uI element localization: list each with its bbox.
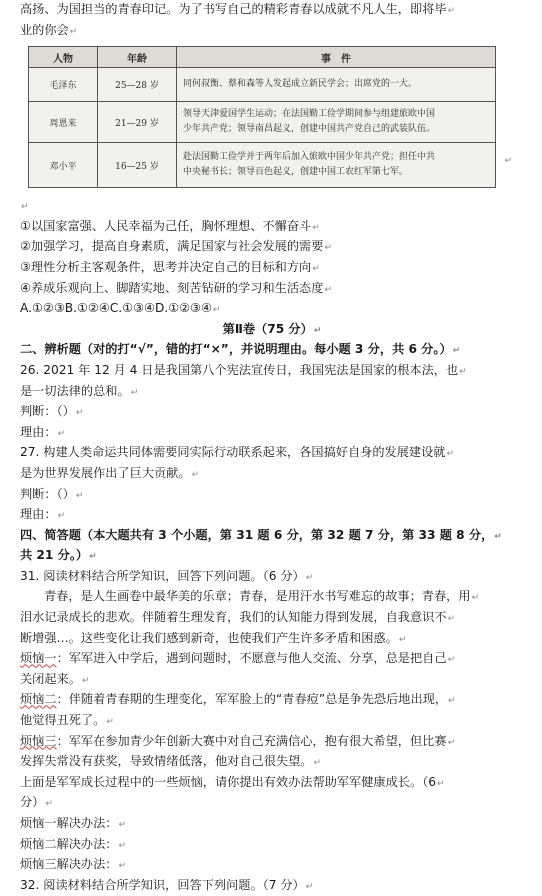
historical-figures-table-photo <box>20 46 524 188</box>
table-cell-events: 领导天津爱国学生运动；在法国勤工俭学期间参与组建旅欧中国 少年共产党；领导南昌起义，创建中国共产党自己的武装队伍。 <box>177 102 496 143</box>
option-4: ④养成乐观向上、脚踏实地、刻苦钻研的学习和生活态度↵ <box>20 280 332 295</box>
table-cell-name: 周恩来 <box>29 102 98 143</box>
table-header-events: 事 件 <box>177 47 496 68</box>
worry-1-line-2: 关闭起来。↵ <box>20 671 90 686</box>
section2-heading: 二、辨析题（对的打“√”，错的打“×”，并说明理由。每小题 3 分，共 6 分。）↵ <box>20 342 461 357</box>
q31-para-line-2: 泪水记录成长的悲欢。伴随着生理发育，我们的认知能力得到发展，自我意识不↵ <box>20 610 456 625</box>
table-cell-age: 21—29 岁 <box>98 102 177 143</box>
q26-reason: 理由：↵ <box>20 424 66 439</box>
q32-title: 32. 阅读材料结合所学知识，回答下列问题。（7 分）↵ <box>20 877 314 892</box>
q31-title: 31. 阅读材料结合所学知识，回答下列问题。（6 分）↵ <box>20 568 314 583</box>
q31-para-line-1: 青春，是人生画卷中最华美的乐章；青春，是用汗水书写难忘的故事；青春，用↵ <box>44 589 480 604</box>
q27-judge: 判断：（）↵ <box>20 486 84 501</box>
q26-judge: 判断：（）↵ <box>20 404 84 419</box>
option-1: ①以国家富强、人民幸福为己任，胸怀理想、不懈奋斗↵ <box>20 218 320 233</box>
intro-line-1: 高扬、为国担当的青春印记。为了书写自己的精彩青春以成就不凡人生，即将毕↵ <box>20 2 456 16</box>
table-cell-age: 16—25 岁 <box>98 143 177 188</box>
q27-line-1: 27. 构建人类命运共同体需要同实际行动联系起来，各国搞好自身的发展建设就↵ <box>20 445 454 460</box>
worry-1-line-1: 烦恼一：军军进入中学后，遇到问题时，不愿意与他人交流、分享，总是把自己↵ <box>20 651 456 666</box>
q27-line-2: 是为世界发展作出了巨大贡献。↵ <box>20 465 200 480</box>
section4-heading-line-2: 共 21 分。）↵ <box>20 548 97 563</box>
table-cell-name: 毛泽东 <box>29 68 98 102</box>
table-cell-events: 赴法国勤工俭学并于两年后加入旅欧中国少年共产党；担任中共 中央秘书长；领导百色起义，创建中国工农红军第七军。 <box>177 143 496 188</box>
table-row <box>29 68 496 102</box>
section4-heading-line-1: 四、简答题（本大题共有 3 个小题，第 31 题 6 分，第 32 题 7 分，第 33 题 8 分，↵ <box>20 527 502 542</box>
solution-1: 烦恼一解决办法：↵ <box>20 816 127 830</box>
table-row <box>29 102 496 143</box>
answer-choices: A.①②③B.①②④C.①③④D.①②③④↵ <box>20 301 221 316</box>
worry-2-line-2: 他觉得丑死了。↵ <box>20 713 114 728</box>
option-3: ③理性分析主客观条件，思考并决定自己的目标和方向↵ <box>20 259 320 274</box>
table-cell-events: 同何叔衡、蔡和森等人发起成立新民学会；出席党的一大。 <box>177 68 496 102</box>
worry-3-line-2: 发挥失常没有获奖，导致情绪低落，他对自己很失望。↵ <box>20 754 322 769</box>
q31-question-line-1: 上面是军军成长过程中的一些烦恼，请你提出有效办法帮助军军健康成长。（6↵ <box>20 774 445 789</box>
solution-2: 烦恼二解决办法：↵ <box>20 836 127 851</box>
q31-question-line-2: 分）↵ <box>20 795 53 810</box>
blank-line: ↵ <box>21 202 29 213</box>
option-2: ②加强学习，提高自身素质，满足国家与社会发展的需要↵ <box>20 239 332 254</box>
worry-2-line-1: 烦恼二：伴随着青春期的生理变化，军军脸上的“青春痘”总是争先恐后地出现，↵ <box>20 692 456 707</box>
q31-para-line-3: 断增强…。这些变化让我们感到新奇，也使我们产生许多矛盾和困惑。↵ <box>20 630 407 645</box>
paragraph-mark-icon: ↵ <box>504 156 512 167</box>
table-header-person: 人物 <box>29 47 98 68</box>
q26-line-2: 是一切法律的总和。↵ <box>20 383 139 398</box>
q27-reason: 理由：↵ <box>20 507 66 522</box>
table-header-age: 年龄 <box>98 47 177 68</box>
q26-line-1: 26. 2021 年 12 月 4 日是我国第八个宪法宣传日，我国宪法是国家的根本法，也↵ <box>20 362 467 377</box>
exam-page <box>20 0 524 896</box>
intro-line-2: 业的你会↵ <box>20 22 78 37</box>
table-cell-age: 25—28 岁 <box>98 68 177 102</box>
worry-3-line-1: 烦恼三：军军在参加青少年创新大赛中对自己充满信心，抱有很大希望，但比赛↵ <box>20 733 456 748</box>
table-cell-name: 邓小平 <box>29 143 98 188</box>
solution-3: 烦恼三解决办法：↵ <box>20 857 127 872</box>
table-row <box>29 143 496 188</box>
historical-figures-table <box>28 46 496 188</box>
part2-title: 第Ⅱ卷（75 分）↵ <box>222 321 322 336</box>
